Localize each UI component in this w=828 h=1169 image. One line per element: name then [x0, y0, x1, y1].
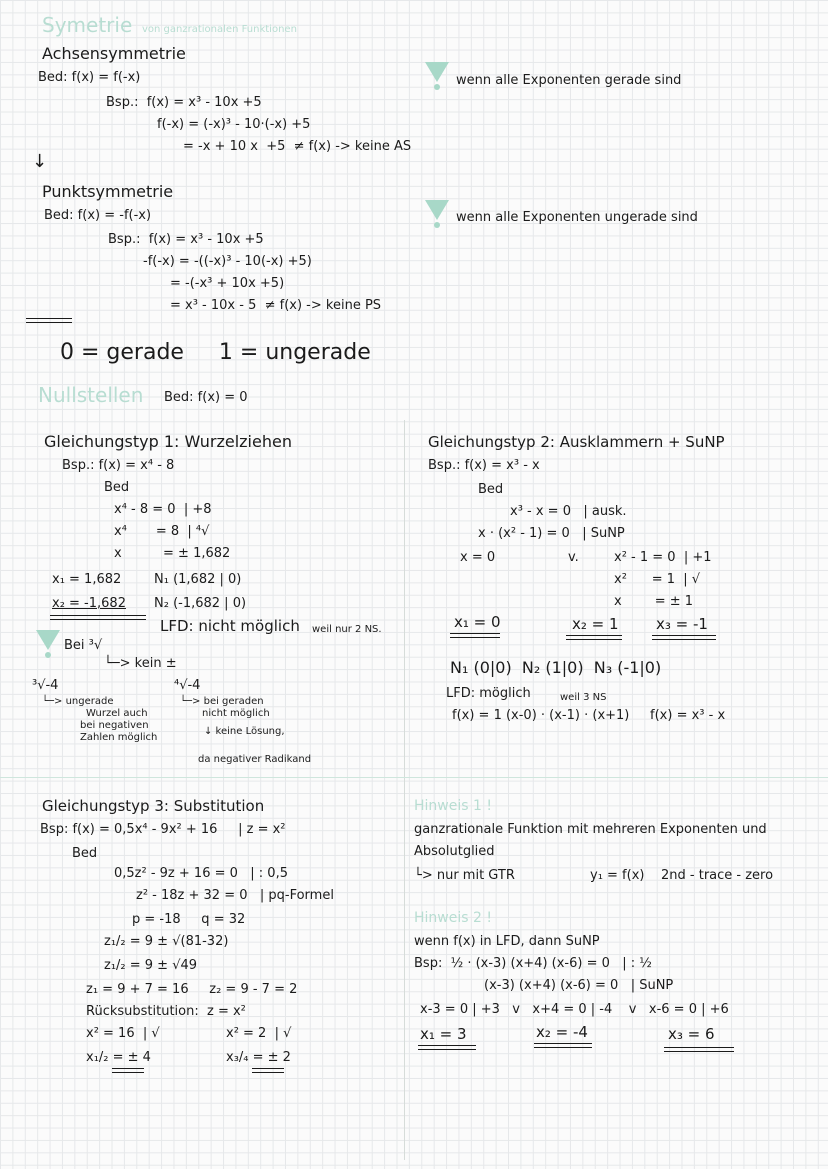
- section-divider: [26, 318, 72, 323]
- typ3-bsp: Bsp: f(x) = 0,5x⁴ - 9x² + 16 | z = x²: [40, 822, 286, 837]
- gerade-ungerade: 0 = gerade 1 = ungerade: [60, 340, 371, 365]
- typ1-lfd-note: weil nur 2 NS.: [312, 624, 382, 635]
- hinweis1-line-3: └> nur mit GTR: [414, 868, 515, 883]
- typ1-root3: ³√-4: [32, 678, 59, 693]
- result-underline: [50, 615, 146, 620]
- typ3-line-2: z² - 18z + 32 = 0 | pq-Formel: [136, 888, 334, 903]
- typ2-ns: N₁ (0|0) N₂ (1|0) N₃ (-1|0): [450, 658, 662, 677]
- hinweis2-line-2: Bsp: ½ · (x-3) (x+4) (x-6) = 0 | : ½: [414, 956, 652, 971]
- typ1-lfd: LFD: nicht möglich: [160, 617, 300, 635]
- typ2-x2: x₂ = 1: [572, 615, 619, 633]
- result-underline: [652, 635, 716, 640]
- typ1-bed: Bed: [104, 480, 130, 495]
- arrow-down-icon: ↓: [32, 151, 48, 172]
- result-underline: [566, 635, 622, 640]
- typ2-x1: x₁ = 0: [454, 613, 501, 631]
- typ1-gerade-3: ↓ keine Lösung,: [204, 726, 285, 737]
- achsen-title: Achsensymmetrie: [42, 44, 186, 63]
- typ1-root4: ⁴√-4: [174, 678, 201, 693]
- hinweis1-line-4: y₁ = f(x) 2nd - trace - zero: [590, 868, 774, 883]
- typ1-n2: N₂ (-1,682 | 0): [154, 596, 247, 611]
- typ2-x0: x = 0: [460, 550, 496, 565]
- achsen-bsp-1: Bsp.: f(x) = x³ - 10x +5: [106, 95, 262, 110]
- result-underline: [450, 633, 500, 638]
- typ3-line-8a: x² = 16 | √: [86, 1026, 160, 1041]
- typ2-fx: f(x) = 1 (x-0) · (x-1) · (x+1) f(x) = x³ - x: [452, 708, 726, 723]
- punkt-bsp-3: = -(-x³ + 10x +5): [170, 276, 285, 291]
- hinweis2-x1: x₁ = 3: [420, 1025, 467, 1043]
- punkt-bsp-2: -f(-x) = -((-x)³ - 10(-x) +5): [143, 254, 312, 269]
- typ2-or: v.: [568, 550, 579, 565]
- typ1-ungerade-1: └─> ungerade: [42, 696, 114, 707]
- typ1-line-2: x⁴ = 8 | ⁴√: [114, 524, 210, 539]
- achsen-bsp-2: f(-x) = (-x)³ - 10·(-x) +5: [157, 117, 311, 132]
- typ3-bed: Bed: [72, 846, 98, 861]
- hinweis1-line-1: ganzrationale Funktion mit mehreren Exponenten und: [414, 822, 767, 837]
- typ2-lfd-note: weil 3 NS: [560, 692, 607, 703]
- warning-icon: [36, 630, 60, 650]
- column-divider: [404, 420, 405, 1160]
- typ2-line-4: x² = 1 | √: [614, 572, 701, 587]
- typ1-ungerade-4: Zahlen möglich: [80, 732, 158, 743]
- typ1-title: Gleichungstyp 1: Wurzelziehen: [44, 432, 292, 451]
- typ3-line-3: p = -18 q = 32: [132, 912, 246, 927]
- typ1-x1: x₁ = 1,682: [52, 572, 122, 587]
- typ3-line-4: z₁/₂ = 9 ± √(81-32): [104, 934, 229, 949]
- typ1-gerade-1: └─> bei geraden: [180, 696, 264, 707]
- result-underline: [418, 1045, 476, 1050]
- nullstellen-title: Nullstellen: [38, 383, 144, 407]
- typ2-line-5: x = ± 1: [614, 594, 694, 609]
- typ3-line-5: z₁/₂ = 9 ± √49: [104, 958, 198, 973]
- typ2-title: Gleichungstyp 2: Ausklammern + SuNP: [428, 433, 725, 451]
- result-underline: [252, 1068, 284, 1073]
- typ1-bei: Bei ³√: [64, 638, 103, 653]
- typ2-line-2: x · (x² - 1) = 0 | SuNP: [478, 526, 625, 541]
- typ3-line-7: Rücksubstitution: z = x²: [86, 1004, 246, 1019]
- hinweis1-line-2: Absolutglied: [414, 844, 495, 859]
- typ1-bsp: Bsp.: f(x) = x⁴ - 8: [62, 458, 175, 473]
- achsen-bsp-3: = -x + 10 x +5 ≠ f(x) -> keine AS: [183, 139, 412, 154]
- typ2-lfd: LFD: möglich: [446, 686, 531, 701]
- typ1-ungerade-3: bei negativen: [80, 720, 149, 731]
- punkt-bsp-1: Bsp.: f(x) = x³ - 10x +5: [108, 232, 264, 247]
- warning-icon: [425, 200, 449, 220]
- typ2-line-1: x³ - x = 0 | ausk.: [510, 504, 627, 519]
- punkt-note: wenn alle Exponenten ungerade sind: [456, 210, 698, 225]
- typ2-bsp: Bsp.: f(x) = x³ - x: [428, 458, 540, 473]
- punkt-title: Punktsymmetrie: [42, 182, 174, 201]
- punkt-bsp-4: = x³ - 10x - 5 ≠ f(x) -> keine PS: [170, 298, 382, 313]
- hinweis2-line-3: (x-3) (x+4) (x-6) = 0 | SuNP: [484, 978, 674, 993]
- typ3-line-1: 0,5z² - 9z + 16 = 0 | : 0,5: [114, 866, 288, 881]
- page-subtitle: von ganzrationalen Funktionen: [142, 24, 297, 35]
- warning-icon: [425, 62, 449, 82]
- achsen-note: wenn alle Exponenten gerade sind: [456, 73, 682, 88]
- result-underline: [664, 1047, 734, 1052]
- typ3-line-8b: x² = 2 | √: [226, 1026, 292, 1041]
- hinweis2-x2: x₂ = -4: [536, 1023, 588, 1041]
- typ1-ungerade-2: Wurzel auch: [86, 708, 148, 719]
- typ1-x2: x₂ = -1,682: [52, 596, 126, 611]
- page-title: Symetrie: [42, 13, 133, 37]
- hinweis2-x3: x₃ = 6: [668, 1025, 715, 1043]
- punkt-bed: Bed: f(x) = -f(-x): [44, 208, 152, 223]
- typ1-line-1: x⁴ - 8 = 0 | +8: [114, 502, 212, 517]
- result-underline: [112, 1068, 144, 1073]
- typ1-line-3: x = ± 1,682: [114, 546, 231, 561]
- typ2-line-3: x² - 1 = 0 | +1: [614, 550, 712, 565]
- achsen-bed: Bed: f(x) = f(-x): [38, 70, 141, 85]
- typ1-gerade-4: da negativer Radikand: [198, 754, 312, 765]
- typ1-kein: └─> kein ±: [104, 656, 177, 671]
- typ2-x3: x₃ = -1: [656, 615, 708, 633]
- typ3-line-6: z₁ = 9 + 7 = 16 z₂ = 9 - 7 = 2: [86, 982, 298, 997]
- nullstellen-bed: Bed: f(x) = 0: [164, 390, 248, 405]
- result-underline: [534, 1043, 592, 1048]
- typ3-x12: x₁/₂ = ± 4: [86, 1050, 151, 1065]
- typ3-title: Gleichungstyp 3: Substitution: [42, 797, 265, 815]
- typ1-gerade-2: nicht möglich: [202, 708, 270, 719]
- row-divider: [0, 777, 828, 778]
- hinweis1-title: Hinweis 1 !: [414, 798, 492, 814]
- hinweis2-title: Hinweis 2 !: [414, 910, 492, 926]
- typ2-bed: Bed: [478, 482, 504, 497]
- typ1-n1: N₁ (1,682 | 0): [154, 572, 242, 587]
- hinweis2-line-1: wenn f(x) in LFD, dann SuNP: [414, 934, 600, 949]
- hinweis2-line-4: x-3 = 0 | +3 v x+4 = 0 | -4 v x-6 = 0 | +6: [420, 1002, 729, 1017]
- typ3-x34: x₃/₄ = ± 2: [226, 1050, 291, 1065]
